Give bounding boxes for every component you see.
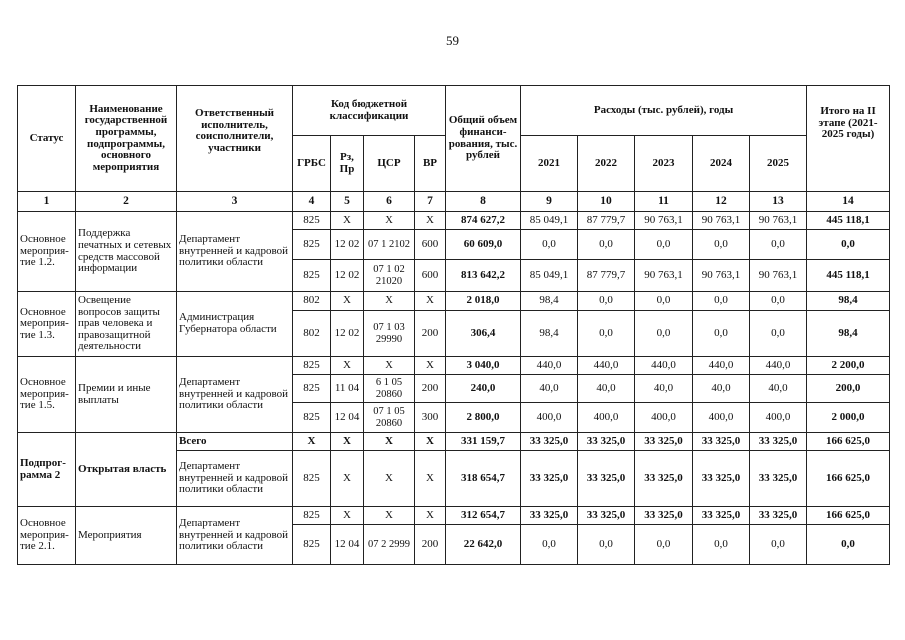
total-cell: 60 609,0: [446, 230, 521, 260]
sum-cell: 166 625,0: [807, 433, 890, 451]
status-cell: Основное мероприя-тие 1.5.: [18, 357, 76, 433]
year-cell: 0,0: [578, 230, 635, 260]
year-cell: 0,0: [693, 311, 750, 357]
total-cell: 331 159,7: [446, 433, 521, 451]
grbs-cell: 825: [293, 507, 331, 525]
col-num: 7: [415, 192, 446, 212]
name-cell: Премии и иные выплаты: [76, 357, 177, 433]
year-cell: 40,0: [521, 375, 578, 403]
year-cell: 33 325,0: [578, 433, 635, 451]
grbs-cell: 825: [293, 212, 331, 230]
name-cell: Освещение вопросов защиты прав человека и правозащитной деятельности: [76, 292, 177, 357]
year-cell: 33 325,0: [635, 507, 693, 525]
year-cell: 40,0: [635, 375, 693, 403]
year-cell: 0,0: [578, 525, 635, 565]
status-cell: Основное мероприя-тие 2.1.: [18, 507, 76, 565]
total-cell: 22 642,0: [446, 525, 521, 565]
year-cell: 400,0: [635, 403, 693, 433]
year-cell: 400,0: [693, 403, 750, 433]
header-2023: 2023: [635, 136, 693, 192]
sum-cell: 445 118,1: [807, 212, 890, 230]
year-cell: 0,0: [635, 525, 693, 565]
total-cell: 240,0: [446, 375, 521, 403]
col-num: 13: [750, 192, 807, 212]
sum-cell: 166 625,0: [807, 507, 890, 525]
executor-cell: Департамент внутренней и кадровой политики области: [177, 357, 293, 433]
vr-cell: Х: [415, 507, 446, 525]
csr-cell: 07 1 2102: [364, 230, 415, 260]
year-cell: 440,0: [521, 357, 578, 375]
col-num: 10: [578, 192, 635, 212]
status-cell: Подпрог-рамма 2: [18, 433, 76, 507]
vr-cell: Х: [415, 433, 446, 451]
vr-cell: 300: [415, 403, 446, 433]
rz-cell: 12 04: [331, 525, 364, 565]
year-cell: 90 763,1: [693, 212, 750, 230]
csr-cell: Х: [364, 433, 415, 451]
year-cell: 98,4: [521, 292, 578, 311]
year-cell: 40,0: [750, 375, 807, 403]
year-cell: 0,0: [521, 525, 578, 565]
year-cell: 440,0: [750, 357, 807, 375]
sum-cell: 166 625,0: [807, 451, 890, 507]
vr-cell: Х: [415, 212, 446, 230]
header-vr: ВР: [415, 136, 446, 192]
header-2025: 2025: [750, 136, 807, 192]
year-cell: 0,0: [578, 311, 635, 357]
rz-cell: 11 04: [331, 375, 364, 403]
table-row: [18, 357, 890, 375]
vr-cell: 200: [415, 375, 446, 403]
year-cell: 0,0: [750, 230, 807, 260]
year-cell: 0,0: [750, 311, 807, 357]
year-cell: 33 325,0: [635, 433, 693, 451]
grbs-cell: 825: [293, 525, 331, 565]
header-csr: ЦСР: [364, 136, 415, 192]
total-cell: 2 800,0: [446, 403, 521, 433]
rz-cell: 12 02: [331, 230, 364, 260]
name-cell: Открытая власть: [76, 433, 177, 507]
total-cell: 312 654,7: [446, 507, 521, 525]
status-cell: Основное мероприя-тие 1.3.: [18, 292, 76, 357]
year-cell: 400,0: [521, 403, 578, 433]
header-2022: 2022: [578, 136, 635, 192]
year-cell: 98,4: [521, 311, 578, 357]
executor-cell: Департамент внутренней и кадровой политики области: [177, 451, 293, 507]
col-num: 12: [693, 192, 750, 212]
sum-cell: 98,4: [807, 292, 890, 311]
header-status: Статус: [18, 86, 76, 192]
header-budget-code: Код бюджетной классификации: [293, 86, 446, 136]
year-cell: 0,0: [635, 230, 693, 260]
total-cell: 874 627,2: [446, 212, 521, 230]
year-cell: 33 325,0: [693, 451, 750, 507]
year-cell: 33 325,0: [578, 451, 635, 507]
grbs-cell: 825: [293, 375, 331, 403]
grbs-cell: 802: [293, 292, 331, 311]
year-cell: 0,0: [635, 311, 693, 357]
header-rzpr: Рз, Пр: [331, 136, 364, 192]
year-cell: 33 325,0: [750, 507, 807, 525]
col-num: 5: [331, 192, 364, 212]
header-total-fin: Общий объем финанси-рования, тыс. рублей: [446, 86, 521, 192]
year-cell: 90 763,1: [693, 260, 750, 292]
year-cell: 0,0: [521, 230, 578, 260]
grbs-cell: 825: [293, 357, 331, 375]
csr-cell: 07 1 02 21020: [364, 260, 415, 292]
year-cell: 33 325,0: [635, 451, 693, 507]
header-name: Наименование государственной программы, подпрограммы, основного мероприятия: [76, 86, 177, 192]
grbs-cell: 825: [293, 403, 331, 433]
csr-cell: Х: [364, 292, 415, 311]
year-cell: 400,0: [578, 403, 635, 433]
executor-cell: Всего: [177, 433, 293, 451]
page-number: 59: [446, 33, 459, 48]
grbs-cell: 825: [293, 260, 331, 292]
header-total-stage: Итого на II этапе (2021-2025 годы): [807, 86, 890, 192]
grbs-cell: 825: [293, 230, 331, 260]
col-num: 14: [807, 192, 890, 212]
year-cell: 40,0: [693, 375, 750, 403]
table-row: [18, 433, 890, 451]
executor-cell: Администрация Губернатора области: [177, 292, 293, 357]
csr-cell: 07 1 05 20860: [364, 403, 415, 433]
year-cell: 0,0: [750, 525, 807, 565]
sum-cell: 200,0: [807, 375, 890, 403]
year-cell: 33 325,0: [521, 433, 578, 451]
year-cell: 90 763,1: [635, 212, 693, 230]
col-num: 2: [76, 192, 177, 212]
year-cell: 400,0: [750, 403, 807, 433]
rz-cell: 12 02: [331, 260, 364, 292]
header-expenses: Расходы (тыс. рублей), годы: [521, 86, 807, 136]
year-cell: 87 779,7: [578, 260, 635, 292]
col-num: 4: [293, 192, 331, 212]
budget-table: [17, 85, 890, 565]
csr-cell: Х: [364, 451, 415, 507]
header-grbs: ГРБС: [293, 136, 331, 192]
header-2024: 2024: [693, 136, 750, 192]
total-cell: 318 654,7: [446, 451, 521, 507]
year-cell: 40,0: [578, 375, 635, 403]
sum-cell: 2 200,0: [807, 357, 890, 375]
csr-cell: 6 1 05 20860: [364, 375, 415, 403]
col-num: 6: [364, 192, 415, 212]
total-cell: 3 040,0: [446, 357, 521, 375]
csr-cell: Х: [364, 357, 415, 375]
year-cell: 0,0: [750, 292, 807, 311]
total-cell: 2 018,0: [446, 292, 521, 311]
vr-cell: 600: [415, 230, 446, 260]
rz-cell: Х: [331, 292, 364, 311]
table-row: [18, 507, 890, 525]
grbs-cell: 802: [293, 311, 331, 357]
total-cell: 813 642,2: [446, 260, 521, 292]
table-row: [18, 212, 890, 230]
col-num: 11: [635, 192, 693, 212]
executor-cell: Департамент внутренней и кадровой политики области: [177, 212, 293, 292]
year-cell: 85 049,1: [521, 260, 578, 292]
year-cell: 90 763,1: [750, 260, 807, 292]
col-num: 8: [446, 192, 521, 212]
csr-cell: Х: [364, 212, 415, 230]
year-cell: 440,0: [693, 357, 750, 375]
grbs-cell: Х: [293, 433, 331, 451]
year-cell: 0,0: [635, 292, 693, 311]
rz-cell: Х: [331, 451, 364, 507]
header-executor: Ответственный исполнитель, соисполнители, участники: [177, 86, 293, 192]
rz-cell: Х: [331, 433, 364, 451]
year-cell: 33 325,0: [521, 451, 578, 507]
col-num: 3: [177, 192, 293, 212]
csr-cell: 07 1 03 29990: [364, 311, 415, 357]
rz-cell: Х: [331, 507, 364, 525]
year-cell: 33 325,0: [578, 507, 635, 525]
vr-cell: Х: [415, 292, 446, 311]
year-cell: 440,0: [635, 357, 693, 375]
sum-cell: 0,0: [807, 230, 890, 260]
total-cell: 306,4: [446, 311, 521, 357]
sum-cell: 98,4: [807, 311, 890, 357]
vr-cell: Х: [415, 451, 446, 507]
status-cell: Основное мероприя-тие 1.2.: [18, 212, 76, 292]
name-cell: Мероприятия: [76, 507, 177, 565]
year-cell: 90 763,1: [750, 212, 807, 230]
executor-cell: Департамент внутренней и кадровой политики области: [177, 507, 293, 565]
sum-cell: 445 118,1: [807, 260, 890, 292]
vr-cell: 600: [415, 260, 446, 292]
name-cell: Поддержка печатных и сетевых средств массовой информации: [76, 212, 177, 292]
year-cell: 33 325,0: [693, 507, 750, 525]
vr-cell: Х: [415, 357, 446, 375]
year-cell: 0,0: [693, 525, 750, 565]
sum-cell: 2 000,0: [807, 403, 890, 433]
year-cell: 33 325,0: [693, 433, 750, 451]
rz-cell: 12 02: [331, 311, 364, 357]
rz-cell: Х: [331, 357, 364, 375]
year-cell: 0,0: [693, 292, 750, 311]
year-cell: 33 325,0: [521, 507, 578, 525]
grbs-cell: 825: [293, 451, 331, 507]
header-2021: 2021: [521, 136, 578, 192]
year-cell: 0,0: [693, 230, 750, 260]
year-cell: 87 779,7: [578, 212, 635, 230]
column-number-row: [18, 192, 890, 212]
vr-cell: 200: [415, 311, 446, 357]
rz-cell: Х: [331, 212, 364, 230]
sum-cell: 0,0: [807, 525, 890, 565]
vr-cell: 200: [415, 525, 446, 565]
csr-cell: Х: [364, 507, 415, 525]
year-cell: 440,0: [578, 357, 635, 375]
year-cell: 0,0: [578, 292, 635, 311]
year-cell: 90 763,1: [635, 260, 693, 292]
col-num: 9: [521, 192, 578, 212]
year-cell: 85 049,1: [521, 212, 578, 230]
table-row: [18, 292, 890, 311]
csr-cell: 07 2 2999: [364, 525, 415, 565]
year-cell: 33 325,0: [750, 451, 807, 507]
rz-cell: 12 04: [331, 403, 364, 433]
year-cell: 33 325,0: [750, 433, 807, 451]
col-num: 1: [18, 192, 76, 212]
